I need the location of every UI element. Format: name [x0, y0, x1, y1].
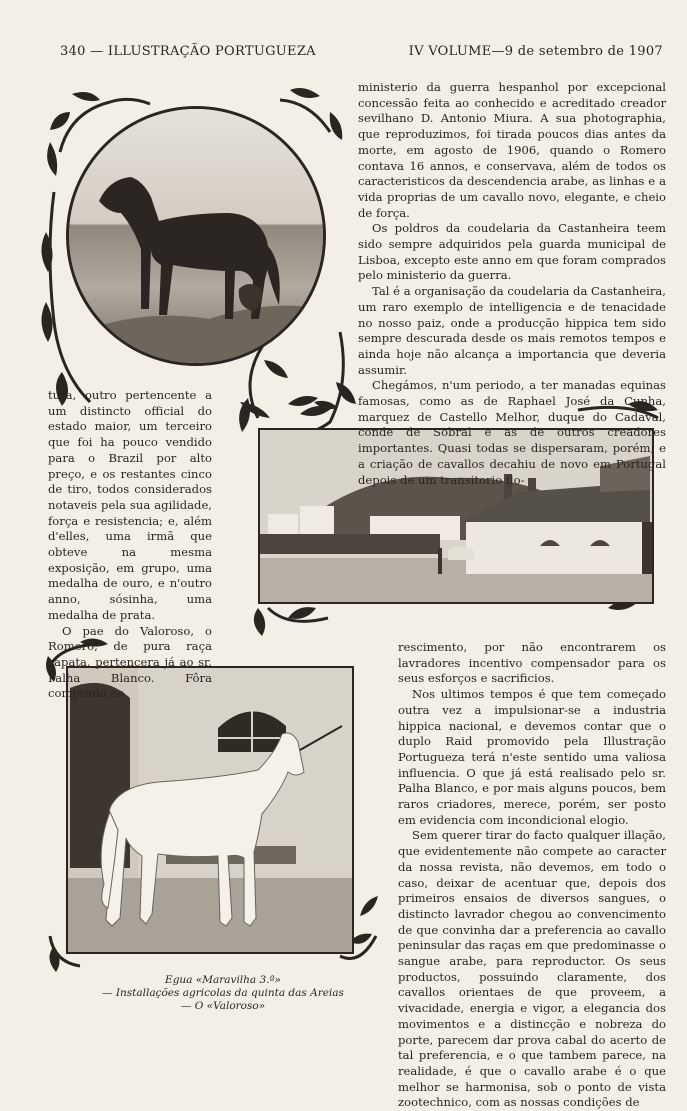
- volume-date: IV VOLUME—9 de setembro de 1907: [408, 44, 663, 59]
- paragraph: Nos ultimos tempos é que tem começado outra vez a impulsionar-se a industria hippica nacional, e devemos contar que o duplo Raid promovido pela Illustração Portugueza terá n'este sentido uma valiosa influencia. O que já está realisado pelo sr. Palha Blanco, e por mais alguns poucos, bem raros criadores, merece, porém, ser posto em evidencia com incondicional elogio.: [398, 687, 666, 827]
- paragraph: O pae do Valoroso, o Romero, de pura raça zapata, pertencera já ao sr. Palha Blanco. Fôra comprado ao: [48, 623, 212, 701]
- paragraph: Chegámos, n'um periodo, a ter manadas equinas famosas, como as de Raphael José da Cunha, marquez de Castello Melhor, duque do Cadaval, conde de Sobral e as de outros creadores importantes. Quasi todas se dispersaram, porém, e a criação de cavallos decahiu de novo em Portugal depois de um transitorio flo-: [358, 378, 666, 487]
- caption-line: — O «Valoroso»: [180, 1000, 266, 1012]
- paragraph: rescimento, por não encontrarem os lavradores incentivo compensador para os seus esforços e sacrificios.: [398, 640, 666, 686]
- paragraph: tura, outro pertencente a um distincto official do estado maior, um terceiro que foi ha pouco vendido para o Brazil por alto preço, e os restantes cinco de tiro, todos considerados notaveis pela sua agilidade, força e resistencia; e, além d'elles, uma irmã que obteve na mesma exposição, em grupo, uma medalha de ouro, e n'outro anno, sósinha, uma medalha de prata.: [48, 388, 212, 622]
- text-column-right-bottom: [398, 640, 666, 1111]
- photo-dark-horse: [66, 106, 326, 366]
- paragraph: ministerio da guerra hespanhol por excepcional concessão feita ao conhecido e acreditado creador sevilhano D. Antonio Miura. A sua photographia, que reproduzimos, foi tirada poucos dias antes da morte, em agosto de 1906, quando o Romero contava 16 annos, e conservava, além de todos os caracteristicos da descendencia arabe, as linhas e a vida proprias de um cavallo novo, elegante, e cheio de força.: [358, 80, 666, 220]
- page-number-title: 340 — ILLUSTRAÇÃO PORTUGUEZA: [60, 44, 316, 59]
- paragraph: Sem querer tirar do facto qualquer illação, que evidentemente não compete ao caracter da nossa revista, não devemos, em todo o caso, deixar de acentuar que, depois dos primeiros ensaios de diversos sangues, o distincto lavrador chegou ao convencimento de que convinha dar a preferencia ao cavallo peninsular das raças em que predominasse o sangue arabe, para reproductor. Os seus productos, possuindo claramente, dos cavallos orientaes de que proveem, a vivacidade, energia e vigor, a elegancia dos movimentos e a distincção e nobreza do porte, parecem dar prova cabal do acerto de tal preferencia, e o que tambem parece, na realidade, é que o cavallo arabe é o que melhor se harmonisa, sob o ponto de vista zootechnico, com as nossas condições de: [398, 828, 666, 1110]
- caption-line: Egua «Maravilha 3.ª»: [165, 974, 281, 986]
- photo-white-horse: [66, 666, 354, 954]
- paragraph: Os poldros da coudelaria da Castanheira teem sido sempre adquiridos pela guarda municipal de Lisboa, excepto este anno em que foram comprados pelo ministerio da guerra.: [358, 221, 666, 283]
- text-column-right-top: [358, 80, 666, 488]
- figure-caption: [60, 974, 386, 1013]
- paragraph: Tal é a organisação da coudelaria da Castanheira, um raro exemplo de intelligencia e de tenacidade no nosso paiz, onde a producção hippica tem sido sempre descurada desde os mais remotos tempos e ainda hoje não alcança a importancia que deveria assumir.: [358, 284, 666, 377]
- text-column-left-middle: [48, 388, 212, 702]
- caption-line: — Installações agricolas da quinta das Areias: [102, 987, 344, 999]
- page-header: [60, 44, 663, 62]
